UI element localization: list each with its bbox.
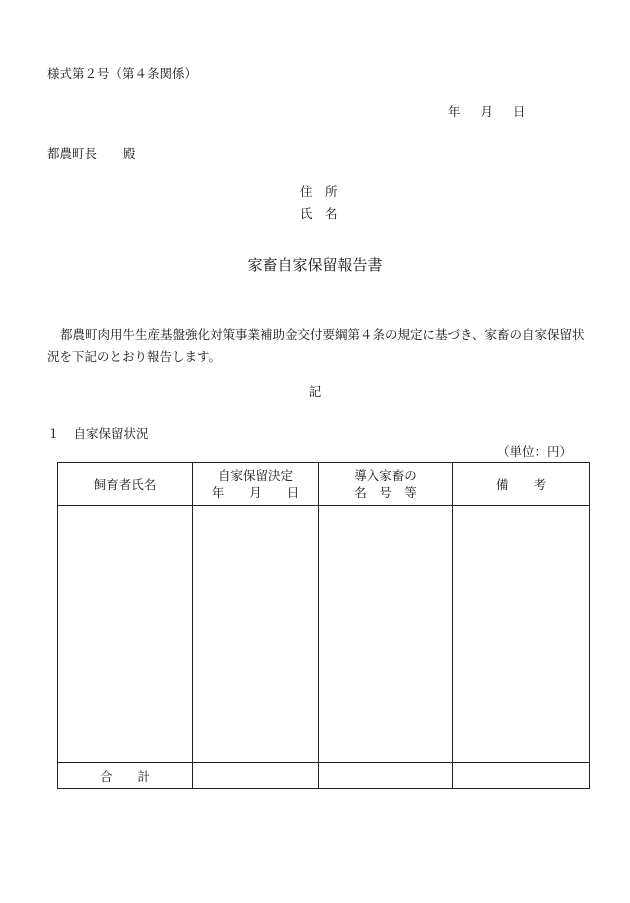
header-remarks: 備 考 [453, 463, 590, 506]
address-label: 住 所 [300, 184, 338, 199]
header-breeder-name: 飼育者氏名 [58, 463, 193, 506]
total-cell-remarks[interactable] [453, 763, 590, 789]
table-header-row [58, 463, 590, 506]
cell-breeder-name[interactable] [58, 506, 193, 763]
document-title: 家畜自家保留報告書 [247, 256, 383, 274]
cell-livestock-name[interactable] [319, 506, 453, 763]
date-day: 日 [513, 104, 526, 119]
table-row [58, 506, 590, 763]
cell-remarks[interactable] [453, 506, 590, 763]
total-label: 合 計 [58, 763, 193, 789]
date-month: 月 [480, 104, 494, 119]
date-year: 年 [448, 104, 461, 119]
header-livestock-name: 導入家畜の 名 号 等 [319, 463, 453, 506]
section-heading [47, 428, 149, 441]
form-number: 様式第２号（第４条関係） [47, 66, 198, 81]
addressee [47, 148, 136, 161]
ki-marker: 記 [308, 384, 322, 399]
total-cell-date[interactable] [193, 763, 319, 789]
unit-note: （単位：円） [497, 444, 573, 459]
retention-table [57, 462, 590, 789]
addressee-name: 都農町長 [47, 146, 98, 161]
date-line [448, 106, 526, 119]
body-text: 都農町肉用牛生産基盤強化対策事業補助金交付要綱第４条の規定に基づき、家畜の自家保留状況を下記のとおり報告します。 [47, 327, 585, 364]
section-number: １ [47, 426, 60, 441]
section-title: 自家保留状況 [73, 426, 149, 441]
name-label: 氏 名 [300, 206, 338, 221]
addressee-honorific: 殿 [123, 146, 136, 161]
header-decision-date: 自家保留決定 年 月 日 [193, 463, 319, 506]
cell-decision-date[interactable] [193, 506, 319, 763]
total-cell-livestock[interactable] [319, 763, 453, 789]
total-row [58, 763, 590, 789]
